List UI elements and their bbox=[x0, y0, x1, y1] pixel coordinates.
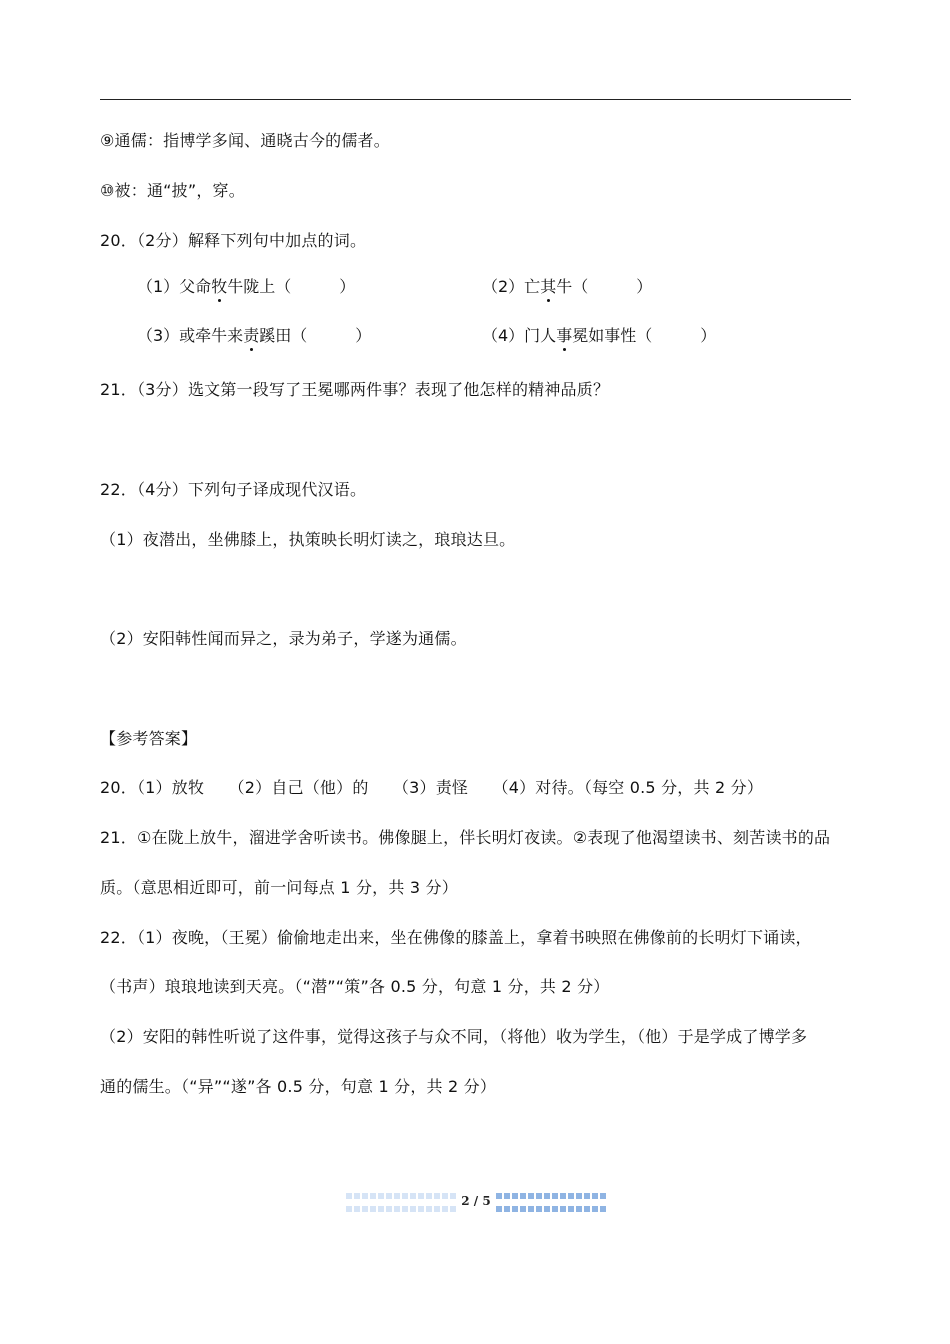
dotted-char: 牧 bbox=[211, 277, 228, 296]
answer-22-line-1: 22．（1）夜晚，（王冕）偷偷地走出来，坐在佛像的膝盖上，拿着书映照在佛像前的长明灯下诵读， bbox=[100, 928, 812, 947]
answer-21-line-1: 21．①在陇上放牛，溜进学舍听读书。佛像腿上，伴长明灯夜读。②表现了他渴望读书、刻苦读书的品 bbox=[100, 828, 831, 847]
question-21-stem: 21．（3分）选文第一段写了王冕哪两件事？表现了他怎样的精神品质？ bbox=[100, 380, 610, 399]
answer-21-line-2: 质。（意思相近即可，前一问每点 1 分，共 3 分） bbox=[100, 878, 458, 897]
note-9: ⑨通儒：指博学多闻、通晓古今的儒者。 bbox=[100, 131, 390, 150]
q20-item-1: （1）父命牧牛陇上（ ） bbox=[137, 277, 356, 296]
q20-item-4: （4）门人事冕如事性（ ） bbox=[482, 326, 717, 345]
header-rule bbox=[100, 99, 851, 100]
answer-20: 20．（1）放牧 （2）自己（他）的 （3）责怪 （4）对待。（每空 0.5 分，共 2 分） bbox=[100, 778, 764, 797]
answer-22-line-2: （书声）琅琅地读到天亮。（“潜”“策”各 0.5 分，句意 1 分，共 2 分） bbox=[100, 977, 610, 996]
answers-heading: 【参考答案】 bbox=[100, 729, 198, 748]
answer-22-line-3: （2）安阳的韩性听说了这件事，觉得这孩子与众不同，（将他）收为学生，（他）于是学成了博学多 bbox=[100, 1027, 808, 1046]
answer-22-line-4: 通的儒生。（“异”“遂”各 0.5 分，句意 1 分，共 2 分） bbox=[100, 1077, 497, 1096]
question-22-sentence-1: （1）夜潜出，坐佛膝上，执策映长明灯读之，琅琅达旦。 bbox=[100, 530, 516, 549]
dotted-char: 事 bbox=[556, 326, 573, 345]
dotted-char: 其 bbox=[540, 277, 557, 296]
page-number: 2 / 5 bbox=[461, 1194, 491, 1208]
dotted-char: 责 bbox=[243, 326, 260, 345]
note-10: ⑩被：通“披”，穿。 bbox=[100, 181, 245, 200]
page-footer bbox=[346, 1191, 606, 1215]
q20-item-2: （2）亡其牛（ ） bbox=[482, 277, 653, 296]
q20-item-3: （3）或牵牛来责蹊田（ ） bbox=[137, 326, 372, 345]
question-22-stem: 22．（4分）下列句子译成现代汉语。 bbox=[100, 480, 367, 499]
question-22-sentence-2: （2）安阳韩性闻而异之，录为弟子，学遂为通儒。 bbox=[100, 629, 467, 648]
question-20-stem: 20．（2分）解释下列句中加点的词。 bbox=[100, 231, 367, 250]
